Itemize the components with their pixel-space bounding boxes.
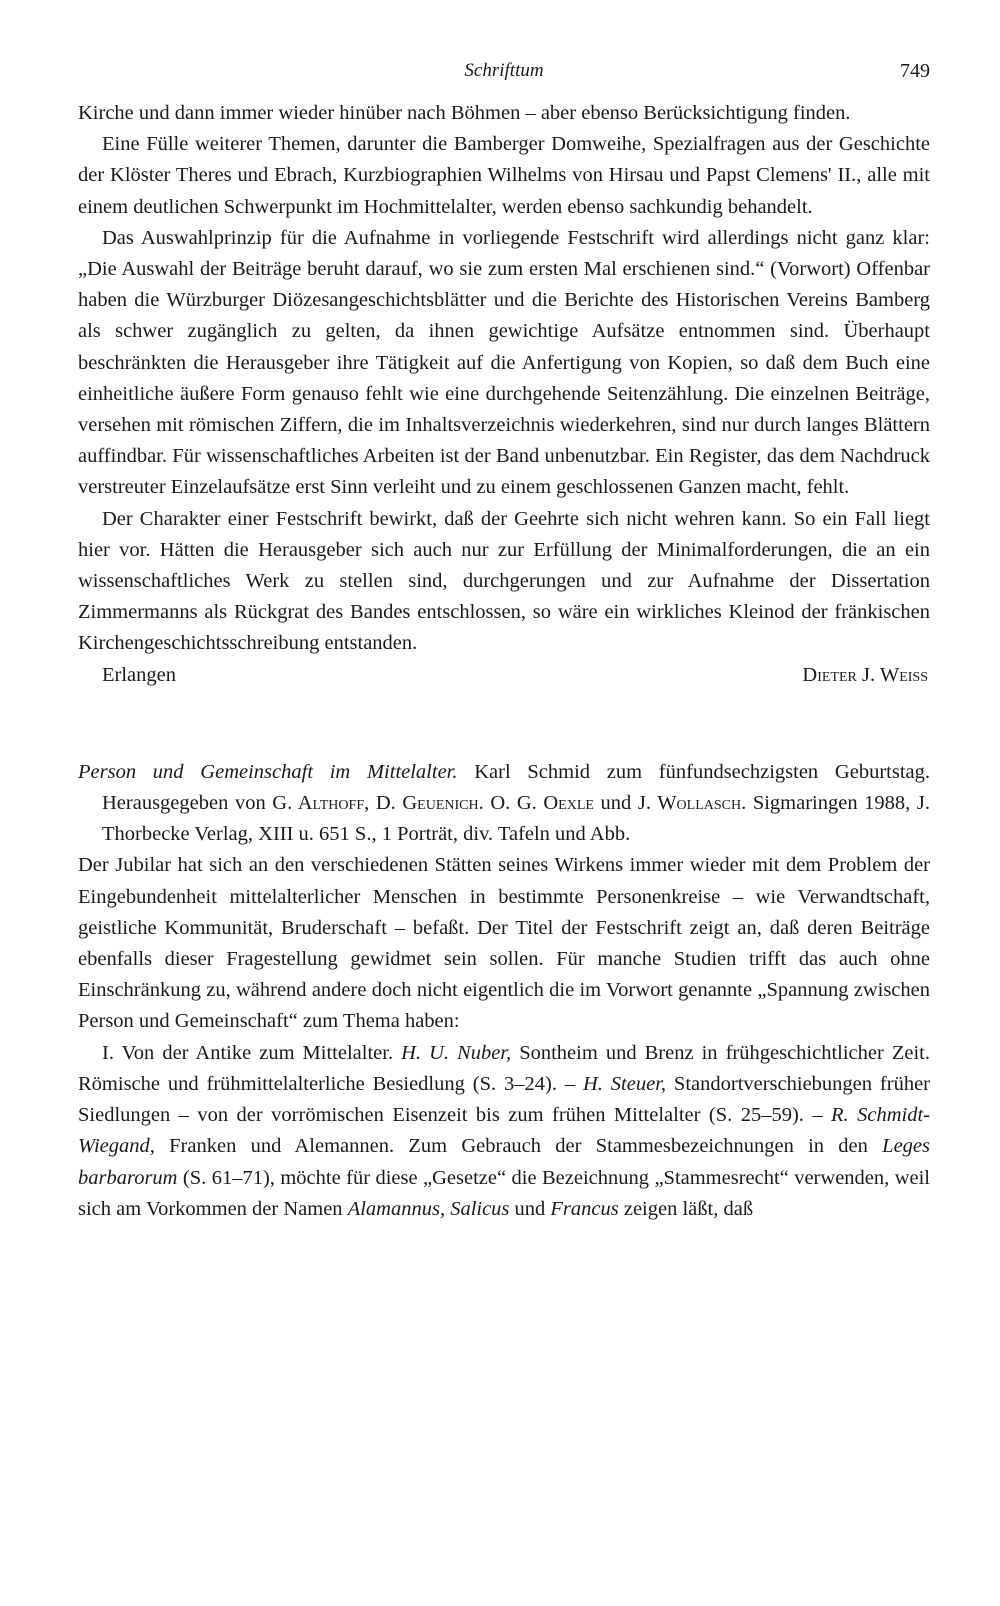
review-signature: [78, 660, 930, 691]
leges-title: Leges barbarorum: [78, 1135, 930, 1189]
paragraph: Eine Fülle weiterer Themen, darunter die Bamberger Domweihe, Spezialfragen aus der Geschichte der Klöster Theres und Ebrach, Kurzbiographien Wilhelms von Hirsau und Papst Clemens' II., alle mit einem deutlichen Schwerpunkt im Hochmittelalter, werden ebenso sachkundig behandelt.: [78, 133, 930, 218]
editor-separator: ,: [364, 792, 376, 815]
paragraph: Das Auswahlprinzip für die Aufnahme in vorliegende Festschrift wird allerdings nicht ganz klar: „Die Auswahl der Beiträge beruht darauf, wo sie zum ersten Mal erschienen sind.“ (Vorwort) Offenbar haben die Würzburger Diözesangeschichtsblätter und die Berichte des Historischen Vereins Bamberg als schwer zugänglich zu gelten, da ihnen gewichtige Aufsätze entnommen sind. Überhaupt beschränkten die Herausgeber ihre Tätigkeit auf die Anfertigung von Kopien, so daß dem Buch eine einheitliche äußere Form genauso fehlt wie eine durchgehende Seitenzählung. Die einzelnen Beiträge, versehen mit römischen Ziffern, die im Inhaltsverzeichnis wiederkehren, sind nur durch langes Blättern auffindbar. Für wissenschaftliches Arbeiten ist der Band unbenutzbar. Ein Register, das dem Nachdruck verstreuter Einzelaufsätze erst Sinn verleiht und zu einem geschlossenen Ganzen macht, fehlt.: [78, 226, 930, 499]
editor-separator: und: [593, 792, 638, 815]
paragraph: Kirche und dann immer wieder hinüber nach Böhmen – aber ebenso Berücksichtigung finden.: [78, 102, 851, 124]
editor-separator: .: [741, 792, 753, 815]
latin-name: Alamannus,: [347, 1197, 446, 1220]
contribution-text: (S. 61–71), möchte für diese „Gesetze“ die Bezeichnung „Stammesrecht“ verwenden, weil sich am Vorkommen der Namen: [78, 1166, 930, 1220]
latin-name: Francus: [550, 1197, 619, 1220]
document-page: [78, 58, 930, 1225]
section-gap: [78, 691, 930, 757]
paragraph: Der Charakter einer Festschrift bewirkt, daß der Geehrte sich nicht wehren kann. So ein Fall liegt hier vor. Hätten die Herausgeber sich auch nur zur Erfüllung der Minimalforderungen, die an ein wissenschaftliches Werk zu stellen sind, durchgerungen und zur Aufnahme der Dissertation Zimmermanns als Rückgrat des Bandes entschlossen, so wäre ein wirkliches Kleinod der fränkischen Kirchengeschichtsschreibung entstanden.: [78, 507, 930, 655]
contribution-text: zeigen läßt, daß: [618, 1197, 754, 1220]
editor-separator: .: [478, 792, 491, 815]
contribution-text: Franken und Alemannen. Zum Gebrauch der Stammesbezeichnungen in den: [154, 1135, 883, 1158]
book-subtitle: Karl Schmid zum fünfundsechzigsten Geburtstag. Herausgegeben von: [102, 760, 930, 815]
running-head: [78, 58, 930, 98]
publication-details: Sigmaringen 1988, J. Thorbecke Verlag, XIII u. 651 S., 1 Porträt, div. Tafeln und Abb.: [102, 792, 931, 846]
contributor-author: H. Steuer,: [582, 1072, 667, 1095]
paragraph: Der Jubilar hat sich an den verschiedenen Stätten seines Wirkens immer wieder mit dem Problem der Eingebundenheit mittelalterlicher Menschen in bestimmte Personenkreise – wie Verwandtschaft, geistliche Kommunität, Bruderschaft – befaßt. Der Titel der Festschrift zeigt an, daß deren Beiträge ebenfalls dieser Fragestellung gewidmet sein sollen. Für manche Studien trifft das auch ohne Einschränkung zu, während andere doch nicht eigentlich die im Vorwort genannte „Spannung zwischen Person und Gemeinschaft“ zum Thema haben:: [78, 854, 930, 1033]
review-place: Erlangen: [102, 663, 176, 686]
reviewer-name: Dieter J. Weiss: [802, 663, 928, 686]
editor-name: G. Althoff: [272, 792, 365, 815]
section-label: I. Von der Antike zum Mittelalter.: [102, 1041, 402, 1064]
review-2: [78, 850, 930, 1224]
bibliographic-entry: [78, 757, 930, 851]
editor-name: O. G. Oexle: [490, 792, 594, 815]
contribution-text: und: [509, 1197, 551, 1220]
section-list-item: [78, 1038, 930, 1225]
contributor-author: R. Schmidt-Wiegand,: [78, 1104, 930, 1158]
page-number: 749: [900, 60, 930, 82]
editor-name: D. Geuenich: [375, 792, 479, 815]
running-head-title: Schrifttum: [464, 60, 544, 81]
contributor-author: H. U. Nuber,: [401, 1041, 512, 1064]
contribution-text: Standortverschiebungen früher Siedlungen – von der vorrömischen Eisenzeit bis zum frühen Mittelalter (S. 25–59). –: [78, 1072, 930, 1127]
review-1: [78, 98, 930, 660]
editor-name: J. Wollasch: [637, 792, 742, 815]
contribution-text: Sontheim und Brenz in frühgeschichtlicher Zeit. Römische und frühmittelalterliche Besiedlung (S. 3–24). –: [78, 1041, 930, 1095]
book-title: Person und Gemeinschaft im Mittelalter.: [78, 760, 458, 783]
latin-name: Salicus: [450, 1197, 510, 1220]
